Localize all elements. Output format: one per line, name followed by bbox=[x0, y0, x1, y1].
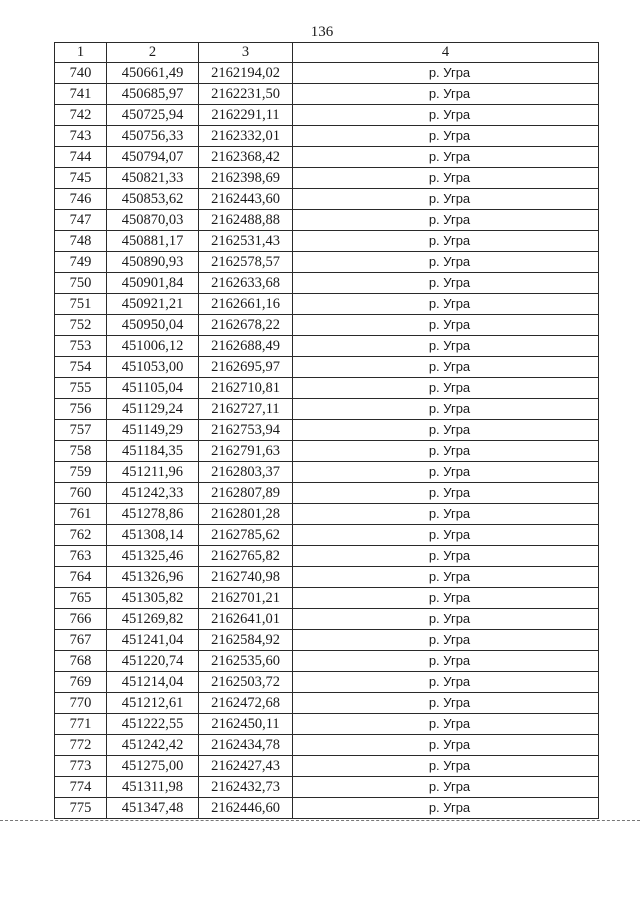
x-coordinate-cell: 450890,93 bbox=[107, 252, 199, 273]
point-number-cell: 747 bbox=[55, 210, 107, 231]
point-number-cell: 759 bbox=[55, 462, 107, 483]
object-name-cell: р. Угра bbox=[293, 546, 599, 567]
point-number-cell: 755 bbox=[55, 378, 107, 399]
page-cut-line bbox=[0, 820, 640, 821]
table-row bbox=[55, 693, 599, 714]
x-coordinate-cell: 451006,12 bbox=[107, 336, 199, 357]
point-number-cell: 760 bbox=[55, 483, 107, 504]
y-coordinate-cell: 2162503,72 bbox=[199, 672, 293, 693]
table-row bbox=[55, 147, 599, 168]
y-coordinate-cell: 2162231,50 bbox=[199, 84, 293, 105]
table-row bbox=[55, 609, 599, 630]
object-name-cell: р. Угра bbox=[293, 126, 599, 147]
table-row bbox=[55, 210, 599, 231]
table-row bbox=[55, 546, 599, 567]
table-body bbox=[55, 63, 599, 819]
y-coordinate-cell: 2162446,60 bbox=[199, 798, 293, 819]
table-row bbox=[55, 252, 599, 273]
y-coordinate-cell: 2162450,11 bbox=[199, 714, 293, 735]
x-coordinate-cell: 451326,96 bbox=[107, 567, 199, 588]
object-name-cell: р. Угра bbox=[293, 651, 599, 672]
y-coordinate-cell: 2162661,16 bbox=[199, 294, 293, 315]
column-header-4: 4 bbox=[293, 43, 599, 63]
x-coordinate-cell: 451275,00 bbox=[107, 756, 199, 777]
object-name-cell: р. Угра bbox=[293, 735, 599, 756]
point-number-cell: 775 bbox=[55, 798, 107, 819]
x-coordinate-cell: 451129,24 bbox=[107, 399, 199, 420]
object-name-cell: р. Угра bbox=[293, 105, 599, 126]
object-name-cell: р. Угра bbox=[293, 441, 599, 462]
point-number-cell: 774 bbox=[55, 777, 107, 798]
table-row bbox=[55, 672, 599, 693]
page-number: 136 bbox=[310, 24, 334, 40]
table-row bbox=[55, 315, 599, 336]
object-name-cell: р. Угра bbox=[293, 525, 599, 546]
object-name-cell: р. Угра bbox=[293, 798, 599, 819]
y-coordinate-cell: 2162332,01 bbox=[199, 126, 293, 147]
y-coordinate-cell: 2162427,43 bbox=[199, 756, 293, 777]
object-name-cell: р. Угра bbox=[293, 588, 599, 609]
y-coordinate-cell: 2162785,62 bbox=[199, 525, 293, 546]
y-coordinate-cell: 2162727,11 bbox=[199, 399, 293, 420]
x-coordinate-cell: 451325,46 bbox=[107, 546, 199, 567]
x-coordinate-cell: 451214,04 bbox=[107, 672, 199, 693]
table-row bbox=[55, 798, 599, 819]
object-name-cell: р. Угра bbox=[293, 420, 599, 441]
point-number-cell: 762 bbox=[55, 525, 107, 546]
object-name-cell: р. Угра bbox=[293, 756, 599, 777]
y-coordinate-cell: 2162291,11 bbox=[199, 105, 293, 126]
point-number-cell: 742 bbox=[55, 105, 107, 126]
object-name-cell: р. Угра bbox=[293, 504, 599, 525]
object-name-cell: р. Угра bbox=[293, 336, 599, 357]
table-row bbox=[55, 567, 599, 588]
x-coordinate-cell: 451241,04 bbox=[107, 630, 199, 651]
column-header-2: 2 bbox=[107, 43, 199, 63]
object-name-cell: р. Угра bbox=[293, 231, 599, 252]
table-row bbox=[55, 525, 599, 546]
y-coordinate-cell: 2162584,92 bbox=[199, 630, 293, 651]
x-coordinate-cell: 450921,21 bbox=[107, 294, 199, 315]
point-number-cell: 767 bbox=[55, 630, 107, 651]
table-row bbox=[55, 483, 599, 504]
y-coordinate-cell: 2162488,88 bbox=[199, 210, 293, 231]
x-coordinate-cell: 451269,82 bbox=[107, 609, 199, 630]
x-coordinate-cell: 451242,42 bbox=[107, 735, 199, 756]
x-coordinate-cell: 451184,35 bbox=[107, 441, 199, 462]
y-coordinate-cell: 2162398,69 bbox=[199, 168, 293, 189]
object-name-cell: р. Угра bbox=[293, 672, 599, 693]
point-number-cell: 757 bbox=[55, 420, 107, 441]
y-coordinate-cell: 2162678,22 bbox=[199, 315, 293, 336]
y-coordinate-cell: 2162368,42 bbox=[199, 147, 293, 168]
y-coordinate-cell: 2162432,73 bbox=[199, 777, 293, 798]
point-number-cell: 770 bbox=[55, 693, 107, 714]
point-number-cell: 750 bbox=[55, 273, 107, 294]
x-coordinate-cell: 450756,33 bbox=[107, 126, 199, 147]
table-row bbox=[55, 462, 599, 483]
point-number-cell: 763 bbox=[55, 546, 107, 567]
table-row bbox=[55, 168, 599, 189]
y-coordinate-cell: 2162633,68 bbox=[199, 273, 293, 294]
object-name-cell: р. Угра bbox=[293, 84, 599, 105]
x-coordinate-cell: 450901,84 bbox=[107, 273, 199, 294]
table-row bbox=[55, 378, 599, 399]
column-header-1: 1 bbox=[55, 43, 107, 63]
table-row bbox=[55, 735, 599, 756]
table-row bbox=[55, 651, 599, 672]
table-row bbox=[55, 84, 599, 105]
x-coordinate-cell: 451308,14 bbox=[107, 525, 199, 546]
y-coordinate-cell: 2162765,82 bbox=[199, 546, 293, 567]
point-number-cell: 768 bbox=[55, 651, 107, 672]
y-coordinate-cell: 2162531,43 bbox=[199, 231, 293, 252]
object-name-cell: р. Угра bbox=[293, 147, 599, 168]
object-name-cell: р. Угра bbox=[293, 462, 599, 483]
x-coordinate-cell: 450725,94 bbox=[107, 105, 199, 126]
object-name-cell: р. Угра bbox=[293, 483, 599, 504]
point-number-cell: 758 bbox=[55, 441, 107, 462]
point-number-cell: 744 bbox=[55, 147, 107, 168]
object-name-cell: р. Угра bbox=[293, 714, 599, 735]
x-coordinate-cell: 451311,98 bbox=[107, 777, 199, 798]
table-row bbox=[55, 630, 599, 651]
y-coordinate-cell: 2162578,57 bbox=[199, 252, 293, 273]
y-coordinate-cell: 2162701,21 bbox=[199, 588, 293, 609]
object-name-cell: р. Угра bbox=[293, 252, 599, 273]
table-row bbox=[55, 588, 599, 609]
x-coordinate-cell: 450853,62 bbox=[107, 189, 199, 210]
object-name-cell: р. Угра bbox=[293, 63, 599, 84]
x-coordinate-cell: 450794,07 bbox=[107, 147, 199, 168]
y-coordinate-cell: 2162641,01 bbox=[199, 609, 293, 630]
y-coordinate-cell: 2162803,37 bbox=[199, 462, 293, 483]
x-coordinate-cell: 451105,04 bbox=[107, 378, 199, 399]
x-coordinate-cell: 451149,29 bbox=[107, 420, 199, 441]
x-coordinate-cell: 451278,86 bbox=[107, 504, 199, 525]
point-number-cell: 740 bbox=[55, 63, 107, 84]
y-coordinate-cell: 2162194,02 bbox=[199, 63, 293, 84]
table-row bbox=[55, 294, 599, 315]
point-number-cell: 756 bbox=[55, 399, 107, 420]
y-coordinate-cell: 2162535,60 bbox=[199, 651, 293, 672]
y-coordinate-cell: 2162443,60 bbox=[199, 189, 293, 210]
x-coordinate-cell: 451220,74 bbox=[107, 651, 199, 672]
object-name-cell: р. Угра bbox=[293, 567, 599, 588]
point-number-cell: 765 bbox=[55, 588, 107, 609]
object-name-cell: р. Угра bbox=[293, 210, 599, 231]
point-number-cell: 745 bbox=[55, 168, 107, 189]
table-row bbox=[55, 63, 599, 84]
object-name-cell: р. Угра bbox=[293, 609, 599, 630]
point-number-cell: 751 bbox=[55, 294, 107, 315]
x-coordinate-cell: 451242,33 bbox=[107, 483, 199, 504]
table-row bbox=[55, 714, 599, 735]
point-number-cell: 749 bbox=[55, 252, 107, 273]
x-coordinate-cell: 450870,03 bbox=[107, 210, 199, 231]
table-row bbox=[55, 504, 599, 525]
table-row bbox=[55, 399, 599, 420]
point-number-cell: 753 bbox=[55, 336, 107, 357]
table-row bbox=[55, 777, 599, 798]
coordinates-table bbox=[54, 42, 599, 819]
column-header-3: 3 bbox=[199, 43, 293, 63]
table-row bbox=[55, 189, 599, 210]
y-coordinate-cell: 2162434,78 bbox=[199, 735, 293, 756]
x-coordinate-cell: 450821,33 bbox=[107, 168, 199, 189]
point-number-cell: 748 bbox=[55, 231, 107, 252]
table-row bbox=[55, 105, 599, 126]
y-coordinate-cell: 2162472,68 bbox=[199, 693, 293, 714]
table-row bbox=[55, 420, 599, 441]
table-row bbox=[55, 273, 599, 294]
x-coordinate-cell: 451211,96 bbox=[107, 462, 199, 483]
x-coordinate-cell: 451305,82 bbox=[107, 588, 199, 609]
x-coordinate-cell: 451222,55 bbox=[107, 714, 199, 735]
table-row bbox=[55, 231, 599, 252]
point-number-cell: 741 bbox=[55, 84, 107, 105]
table-row bbox=[55, 336, 599, 357]
object-name-cell: р. Угра bbox=[293, 399, 599, 420]
point-number-cell: 743 bbox=[55, 126, 107, 147]
point-number-cell: 764 bbox=[55, 567, 107, 588]
header-row bbox=[55, 43, 599, 63]
point-number-cell: 752 bbox=[55, 315, 107, 336]
x-coordinate-cell: 451212,61 bbox=[107, 693, 199, 714]
x-coordinate-cell: 451053,00 bbox=[107, 357, 199, 378]
table-row bbox=[55, 441, 599, 462]
object-name-cell: р. Угра bbox=[293, 273, 599, 294]
y-coordinate-cell: 2162791,63 bbox=[199, 441, 293, 462]
object-name-cell: р. Угра bbox=[293, 357, 599, 378]
point-number-cell: 773 bbox=[55, 756, 107, 777]
object-name-cell: р. Угра bbox=[293, 378, 599, 399]
object-name-cell: р. Угра bbox=[293, 168, 599, 189]
point-number-cell: 746 bbox=[55, 189, 107, 210]
table-header bbox=[55, 43, 599, 63]
table-row bbox=[55, 126, 599, 147]
y-coordinate-cell: 2162753,94 bbox=[199, 420, 293, 441]
point-number-cell: 766 bbox=[55, 609, 107, 630]
point-number-cell: 761 bbox=[55, 504, 107, 525]
object-name-cell: р. Угра bbox=[293, 189, 599, 210]
y-coordinate-cell: 2162695,97 bbox=[199, 357, 293, 378]
table-row bbox=[55, 357, 599, 378]
x-coordinate-cell: 450661,49 bbox=[107, 63, 199, 84]
point-number-cell: 772 bbox=[55, 735, 107, 756]
x-coordinate-cell: 450685,97 bbox=[107, 84, 199, 105]
y-coordinate-cell: 2162801,28 bbox=[199, 504, 293, 525]
object-name-cell: р. Угра bbox=[293, 294, 599, 315]
point-number-cell: 754 bbox=[55, 357, 107, 378]
x-coordinate-cell: 450950,04 bbox=[107, 315, 199, 336]
table-row bbox=[55, 756, 599, 777]
y-coordinate-cell: 2162710,81 bbox=[199, 378, 293, 399]
object-name-cell: р. Угра bbox=[293, 630, 599, 651]
y-coordinate-cell: 2162740,98 bbox=[199, 567, 293, 588]
object-name-cell: р. Угра bbox=[293, 777, 599, 798]
point-number-cell: 769 bbox=[55, 672, 107, 693]
x-coordinate-cell: 450881,17 bbox=[107, 231, 199, 252]
y-coordinate-cell: 2162807,89 bbox=[199, 483, 293, 504]
object-name-cell: р. Угра bbox=[293, 315, 599, 336]
x-coordinate-cell: 451347,48 bbox=[107, 798, 199, 819]
point-number-cell: 771 bbox=[55, 714, 107, 735]
object-name-cell: р. Угра bbox=[293, 693, 599, 714]
y-coordinate-cell: 2162688,49 bbox=[199, 336, 293, 357]
